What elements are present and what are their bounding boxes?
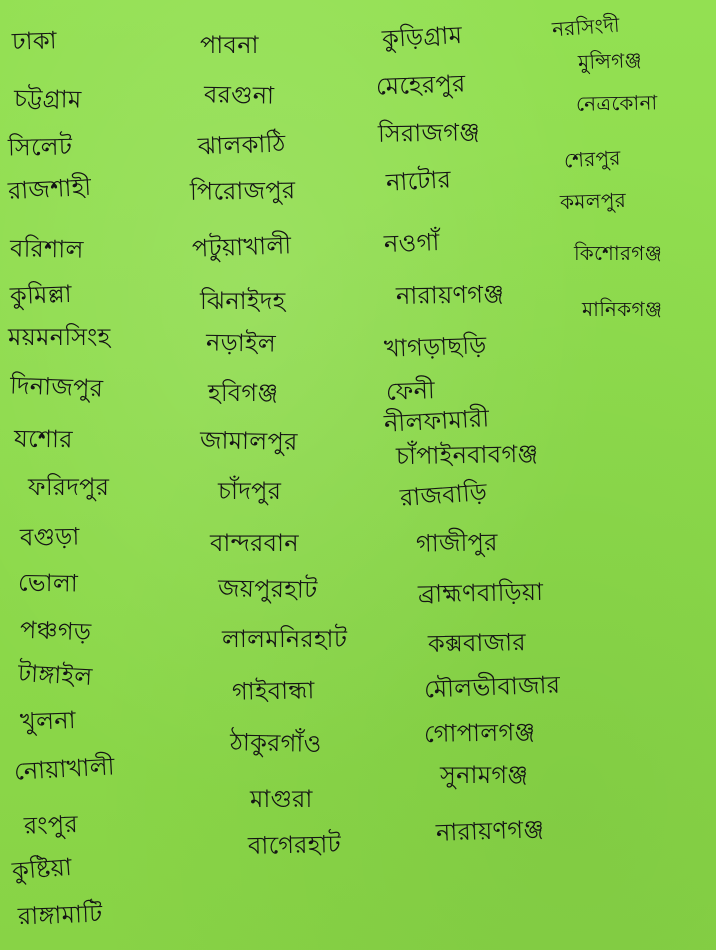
district-name: বান্দরবান (210, 529, 299, 557)
district-name: ভোলা (17, 568, 79, 598)
district-name: শেরপুর (563, 145, 622, 173)
district-name: কিশোরগঞ্জ (574, 241, 663, 265)
district-name: গোপালগঞ্জ (423, 718, 536, 748)
district-name: কমলপুর (559, 187, 627, 215)
district-name: চাঁদপুর (218, 477, 282, 505)
district-name: পাবনা (200, 31, 259, 59)
district-name: নড়াইল (205, 328, 277, 358)
district-name: নারায়ণগঞ্জ (435, 815, 545, 847)
district-name: নাটোর (385, 165, 452, 197)
district-name: পঞ্চগড় (19, 615, 92, 647)
district-name: রংপুর (23, 810, 79, 840)
district-name: বরিশাল (9, 234, 84, 264)
district-name: ঝালকাঠি (197, 129, 287, 161)
district-name: মানিকগঞ্জ (582, 297, 663, 321)
district-name: মৌলভীবাজার (423, 670, 561, 704)
district-name: যশোর (13, 424, 73, 454)
district-name: গাজীপুর (415, 528, 498, 558)
district-name: চাঁপাইনবাবগঞ্জ (395, 439, 539, 471)
district-name: বাগেরহাট (247, 830, 342, 860)
district-name: নোয়াখালী (13, 752, 116, 786)
district-name: নওগাঁ (383, 228, 441, 258)
district-name: জামালপুর (199, 426, 298, 456)
district-name: ফেনী (385, 376, 436, 406)
district-name: হবিগঞ্জ (208, 379, 279, 407)
district-name: ঠাকুরগাঁও (229, 728, 322, 758)
district-name: ঢাকা (11, 26, 58, 56)
district-name: বরগুনা (203, 80, 275, 110)
district-name: টাঙ্গাইল (17, 659, 94, 691)
district-name: সুনামগঞ্জ (440, 761, 529, 789)
district-name: কুমিল্লা (9, 279, 73, 311)
district-name: নেত্রকোনা (575, 90, 658, 116)
district-name: কক্সবাজার (427, 628, 527, 658)
district-name: লালমনিরহাট (222, 625, 348, 653)
district-name: খাগড়াছড়ি (383, 331, 488, 363)
district-name: ময়মনসিংহ (8, 323, 111, 351)
district-name: ঝিনাইদহ (200, 287, 286, 315)
district-name: চট্টগ্রাম (13, 84, 82, 114)
district-name: কুষ্টিয়া (11, 852, 73, 886)
district-name: রাঙ্গামাটি (17, 899, 103, 931)
district-name: খুলনা (19, 706, 77, 736)
district-name: মাগুরা (250, 785, 313, 813)
district-name: বগুড়া (19, 522, 80, 552)
district-name: পটুয়াখালী (191, 231, 292, 263)
district-name: সিলেট (7, 132, 73, 162)
district-name: রাজশাহী (7, 172, 93, 206)
district-name: জয়পুরহাট (217, 574, 318, 604)
district-name: ব্রাহ্মণবাড়িয়া (417, 577, 544, 609)
district-name: মুন্সিগঞ্জ (577, 47, 643, 75)
district-name: নারায়ণগঞ্জ (395, 280, 505, 310)
district-name: নরসিংদী (551, 12, 621, 42)
district-name: গাইবান্ধা (231, 676, 315, 706)
district-name: রাজবাড়ি (399, 477, 489, 513)
district-name: পিরোজপুর (189, 176, 296, 206)
district-name: কুড়িগ্রাম (381, 20, 463, 54)
district-name: মেহেরপুর (375, 69, 466, 101)
district-name: সিরাজগঞ্জ (377, 118, 481, 148)
district-name: নীলফামারী (383, 404, 491, 438)
district-name: ফরিদপুর (28, 473, 110, 501)
district-name: দিনাজপুর (9, 371, 104, 403)
